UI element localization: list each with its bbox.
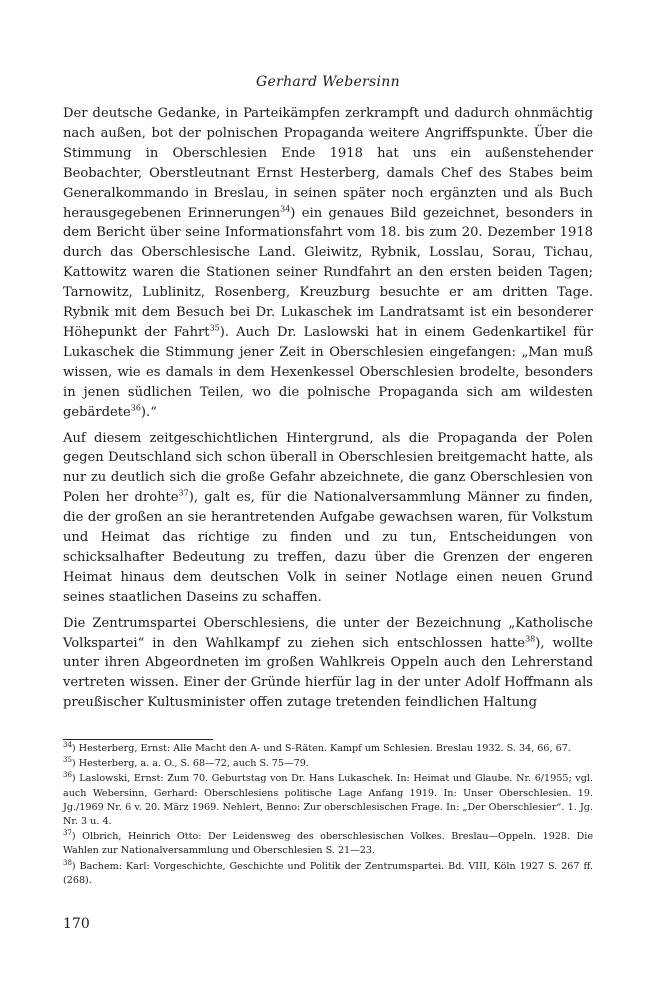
paragraph-3 [63,614,593,714]
footnote-ref-38: 38 [525,634,536,644]
footnote-ref-35: 35 [209,323,220,333]
paragraph-3-text-b: ), wollte unter ihren Abgeordneten im großen Wahlkreis Oppeln auch den Lehrerstand vertreten wissen. Einer der Gründe hierfür lag in der unter Adolf Hoffmann als preußischer Kultusminister offen zutage tretenden feindlichen Haltung [63,635,593,711]
footnote-36 [63,772,593,829]
footnote-number: 38 [63,858,72,867]
paragraph-1 [63,104,593,423]
footnote-35 [63,757,593,771]
footnote-text: ) Bachem: Karl: Vorgeschichte, Geschichte und Politik der Zentrumspartei. Bd. VIII, Köln 1927 S. 267 ff. (268). [63,860,593,886]
footnote-ref-36: 36 [130,403,141,413]
footnote-ref-37: 37 [178,488,189,498]
footnote-text: ) Hesterberg, a. a. O., S. 68—72, auch S. 75—79. [71,758,309,770]
footnote-number: 35 [63,756,72,765]
paragraph-2-text-b: ), galt es, für die Nationalversammlung Männer zu finden, die der großen an sie herantretenden Aufgabe gewachsen waren, für Volkstum und Heimat das richtige zu finden und zu tun, Entscheidungen von schicksalhafter Bedeutung zu treffen, dazu über die Grenzen der engeren Heimat hinaus dem deutschen Volk in seiner Notlage einen neuen Grund seines staatlichen Daseins zu schaffen. [63,490,593,605]
page-number: 170 [63,916,90,932]
footnote-number: 36 [63,771,72,780]
paragraph-1-text-c: ). Auch Dr. Laslowski hat in einem Gedenkartikel für Lukaschek die Stimmung jener Zeit in Oberschlesien eingefangen: „Man muß wissen, wie es damals in dem Hexenkessel Oberschlesien brodelte, besonders in jenen südlichen Teilen, wo die polnische Propaganda sich am wildesten gebärdete [63,324,593,420]
footnote-divider [63,739,213,740]
footnotes [63,742,593,889]
footnote-38 [63,860,593,888]
footnote-number: 37 [63,829,72,838]
footnote-number: 34 [63,740,72,749]
running-header: Gerhard Webersinn [256,74,400,90]
footnote-text: ) Hesterberg, Ernst: Alle Macht den A- und S-Räten. Kampf um Schlesien. Breslau 1932. S. 34, 66, 67. [71,743,571,754]
paragraph-2-text-a: Auf diesem zeitgeschichtlichen Hintergrund, als die Propaganda der Polen gegen Deutschland sich schon überall in Oberschlesien breitgemacht hatte, als nur zu deutlich sich die große Gefahr abzeichnete, die ganz Oberschlesien von Polen her drohte [63,430,593,506]
paragraph-1-text-d: ).“ [140,404,157,420]
main-text [63,104,593,719]
paragraph-2 [63,429,593,608]
footnote-text: ) Olbrich, Heinrich Otto: Der Leidensweg des oberschlesischen Volkes. Breslau—Oppeln. 1928. Die Wahlen zur Nationalversammlung und Oberschlesien S. 21—23. [63,831,593,857]
paragraph-1-text-a: Der deutsche Gedanke, in Parteikämpfen zerkrampft und dadurch ohnmächtig nach außen, bot der polnischen Propaganda weitere Angriffspunkte. Über die Stimmung in Oberschlesien Ende 1918 hat uns ein außenstehender Beobachter, Oberstleutnant Ernst Hesterberg, damals Chef des Stabes beim Generalkommando in Breslau, in seinen später noch ergänzten und als Buch herausgegebenen Erinnerungen [63,106,593,221]
footnote-34 [63,742,593,756]
paragraph-3-text-a: Die Zentrumspartei Oberschlesiens, die unter der Bezeichnung „Katholische Volkspartei“ in den Wahlkampf zu ziehen sich entschlossen hatte [63,615,593,651]
footnote-text: ) Laslowski, Ernst: Zum 70. Geburtstag von Dr. Hans Lukaschek. In: Heimat und Glaube. Nr. 6/1955; vgl. auch Webersinn, Gerhard: Oberschlesiens politische Lage Anfang 1919. In: Unser Oberschlesien. 19. Jg./1969 Nr. 6 v. 20. März 1969. Nehlert, Benno: Zur oberschlesischen Frage. In: „Der Oberschlesier“. 1. Jg. Nr. 3 u. 4. [63,773,593,828]
footnote-37 [63,830,593,858]
paragraph-1-text-b: ) ein genaues Bild gezeichnet, besonders in dem Bericht über seine Informationsfahrt vom 18. bis zum 20. Dezember 1918 durch das Oberschlesische Land. Gleiwitz, Rybnik, Losslau, Sorau, Tichau, Kattowitz waren die Stationen seiner Rundfahrt an den ersten beiden Tagen; Tarnowitz, Lublinitz, Rosenberg, Kreuzburg besuchte er am dritten Tage. Rybnik mit dem Besuch bei Dr. Lukaschek im Landratsamt ist ein besonderer Höhepunkt der Fahrt [63,205,593,340]
footnote-ref-34: 34 [280,204,291,214]
